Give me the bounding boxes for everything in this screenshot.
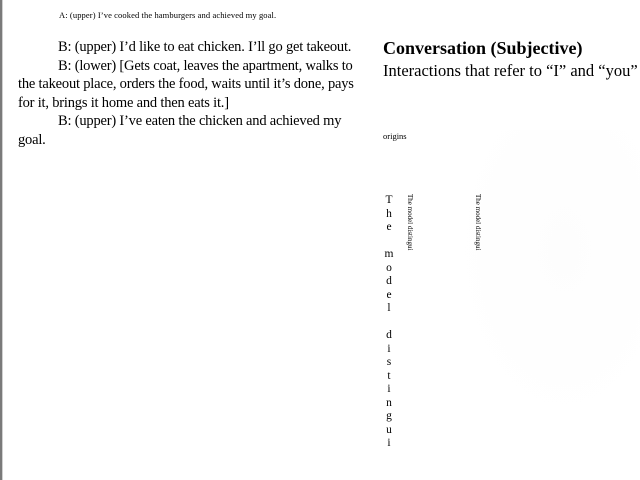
vertical-text-char: T [385,194,393,206]
vertical-mini-text-b: The model distingui [474,194,483,251]
vertical-text-char: i [387,342,391,355]
vertical-text-space [382,316,396,330]
vertical-text-char: m [384,248,394,260]
vertical-text-char: l [387,302,391,314]
dialog-line-b-lower-actions: B: (lower) [Gets coat, leaves the apartment, walks to the takeout place, orders the food, waits until it’s done, pays for it, brings it home and then eats it.] [18,57,354,111]
dialog-line-b-upper-achieved: B: (upper) I’ve eaten the chicken and achieved my goal. [18,113,342,148]
vertical-text-char: i [387,437,391,449]
vertical-text-char: o [386,261,392,274]
dialog-line-b-upper-wish: B: (upper) I’d like to eat chicken. I’ll go get takeout. [58,39,352,55]
conversation-heading: Conversation (Subjective) [383,38,583,58]
origins-label: origins [383,131,407,141]
vertical-text-char: e [386,288,392,301]
vertical-text-char: d [386,329,392,341]
vertical-text-char: g [386,410,392,422]
dialog-line-a-upper: A: (upper) I’ve cooked the hamburgers and achieved my goal. [59,10,277,20]
vertical-text-char: e [386,221,392,233]
vertical-text-char: s [386,356,392,368]
vertical-mini-text-group [402,194,539,251]
vertical-text-space [382,235,396,249]
vertical-text-char: d [386,275,392,287]
faded-background-region [450,130,640,430]
conversation-subheading: Interactions that refer to “I” and “you” [383,61,638,80]
vertical-text-char: n [386,396,392,409]
vertical-mini-text-a: The model distingui [406,194,414,251]
vertical-text-char: u [386,423,392,436]
dialog-block [18,38,370,149]
vertical-text-char: i [387,383,391,395]
vertical-text-char: t [387,369,391,382]
page-left-border-shadow [2,0,3,480]
vertical-text-char: h [386,207,392,220]
vertical-stacked-text [382,194,396,451]
